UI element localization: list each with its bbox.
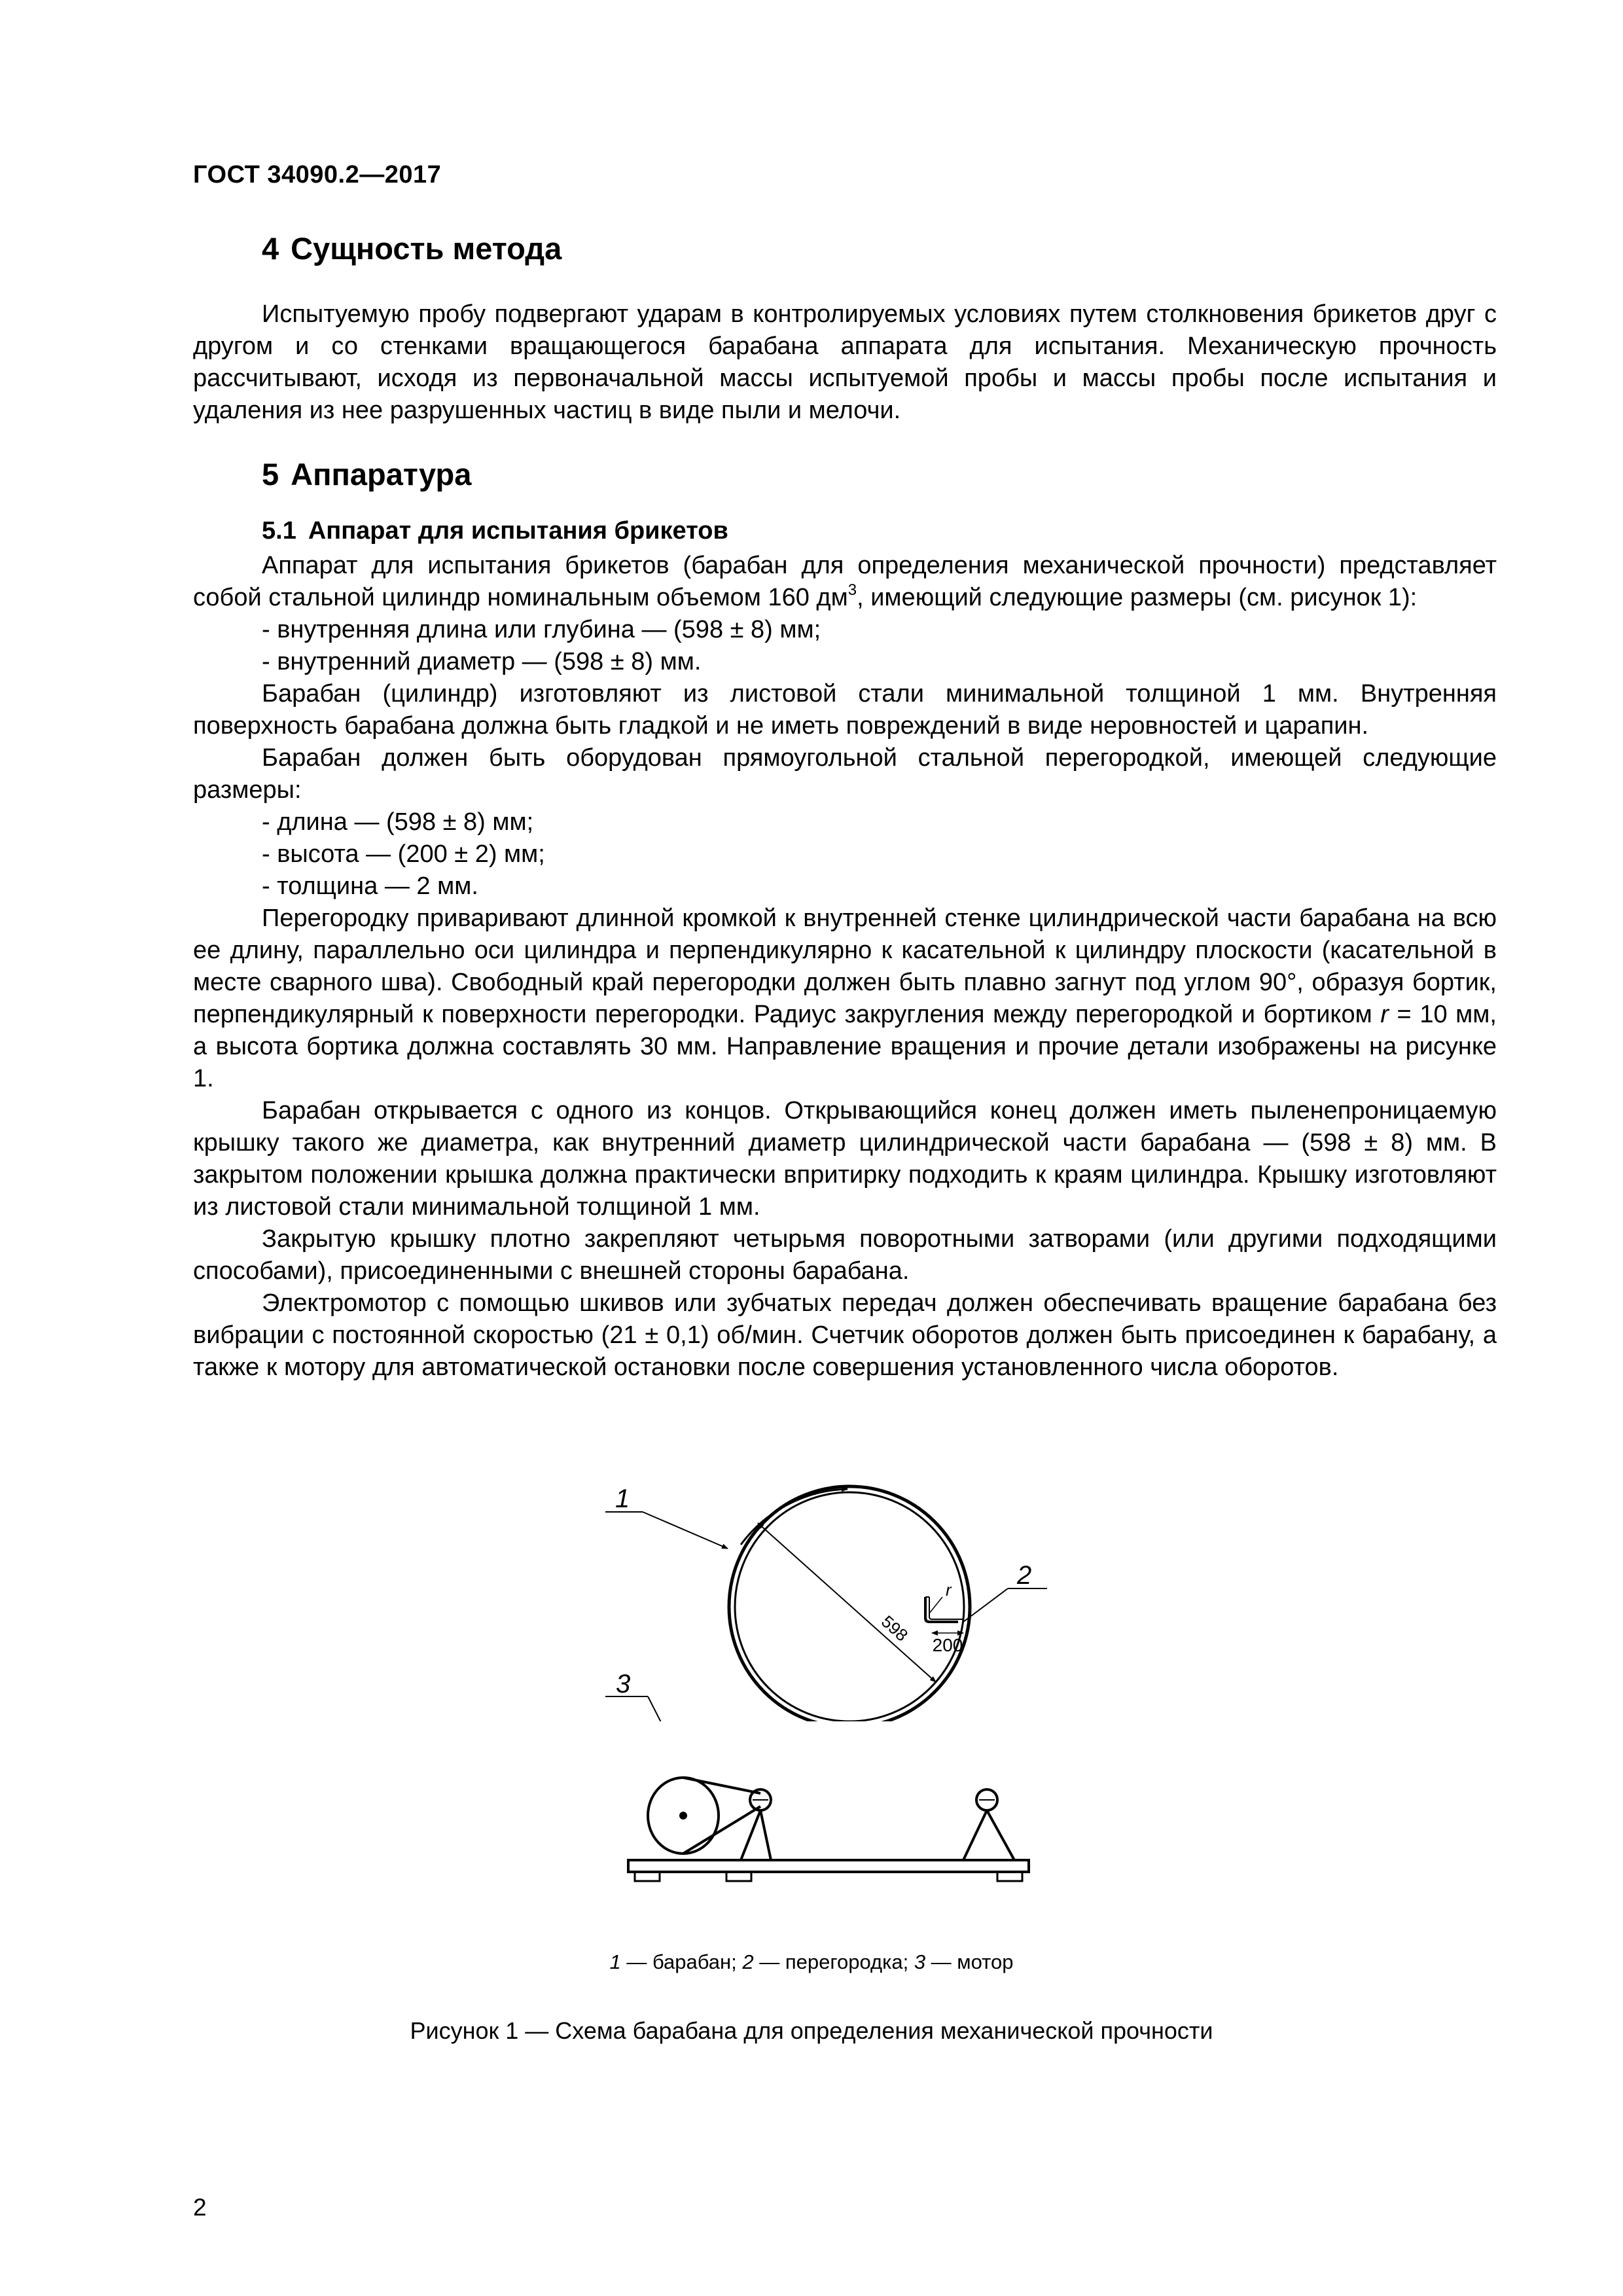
left-leg-inner <box>760 1810 771 1860</box>
base-foot-middle <box>726 1872 751 1881</box>
label-drum-leader <box>643 1512 728 1549</box>
cubic-superscript: 3 <box>847 581 857 600</box>
section-4-number: 4 <box>262 231 279 266</box>
label-partition: 2 <box>1017 1561 1032 1590</box>
figure-legend <box>0 1950 1623 1974</box>
radius-symbol: r <box>1380 1001 1389 1028</box>
paragraph-apparatus-text-a: Аппарат для испытания брикетов (барабан для определения механической прочности) представляет собой стальной цилиндр номинальным объемом 160 дм <box>193 552 1497 611</box>
legend-text-2: — перегородка; <box>753 1950 914 1973</box>
paragraph-welding-text-b: = 10 мм, а высота бортика должна составлять 30 мм. Направление вращения и прочие детали изображены на рисунке 1. <box>193 1001 1497 1092</box>
list-item-partition-height: - высота — (200 ± 2) мм; <box>262 840 545 868</box>
label-motor-leader <box>648 1696 681 1721</box>
list-item-length: - внутренняя длина или глубина — (598 ± 8) мм; <box>262 616 821 643</box>
subsection-5-1-title: Аппарат для испытания брикетов <box>308 517 728 545</box>
list-item-diameter: - внутренний диаметр — (598 ± 8) мм. <box>262 648 702 675</box>
paragraph-apparatus <box>193 550 1497 614</box>
list-item-partition-thickness: - толщина — 2 мм. <box>262 872 478 900</box>
paragraph-welding <box>193 903 1497 1095</box>
list-item-partition-length: - длина — (598 ± 8) мм; <box>262 808 534 836</box>
base-frame <box>628 1860 1029 1872</box>
base-foot-left <box>635 1872 660 1881</box>
section-4-paragraph: Испытуемую пробу подвергают ударам в контролируемых условиях путем столкновения брикетов друг с другом и со стенками вращающегося барабана аппарата для испытания. Механическую прочность рассчитывают, исходя из первоначальной массы испытуемой пробы и массы пробы после испытания и удаления из нее разрушенных частиц в виде пыли и мелочи. <box>193 300 1497 424</box>
rotation-arrow <box>741 1489 847 1545</box>
legend-number-3: 3 <box>914 1950 926 1973</box>
paragraph-lid: Барабан открывается с одного из концов. Открывающийся конец должен иметь пыленепроницаемую крышку такого же диаметра, как внутренний диаметр цилиндрической части барабана — (598 ± 8) мм. В закрытом положении крышка должна практически впритирку подходить к краям цилиндра. Крышку изготовляют из листовой стали минимальной толщиной 1 мм. <box>193 1097 1497 1221</box>
radius-label: r <box>946 1580 952 1600</box>
document-header: ГОСТ 34090.2—2017 <box>193 161 442 188</box>
section-4-title: Сущность метода <box>291 231 562 266</box>
paragraph-apparatus-text-b: , имеющий следующие размеры (см. рисунок 1): <box>857 584 1418 611</box>
right-leg-outer <box>987 1810 1014 1860</box>
drum-diagram <box>589 1460 1060 1721</box>
paragraph-partition: Барабан должен быть оборудован прямоугольной стальной перегородкой, имеющей следующие размеры: <box>193 744 1497 804</box>
diameter-value: 598 <box>877 1611 912 1645</box>
base-foot-right <box>997 1872 1022 1881</box>
section-5-title: Аппаратура <box>291 457 472 492</box>
section-5-body <box>193 550 1497 1384</box>
paragraph-welding-text-a: Перегородку приваривают длинной кромкой к внутренней стенке цилиндрической части барабана на всю ее длину, параллельно оси цилиндра и перпендикулярно к касательной к цилиндру плоскости (касательной в месте сварного шва). Свободный край перегородки должен быть плавно загнут под углом 90°, образуя бортик, перпендикулярный к поверхности перегородки. Радиус закругления между перегородкой и бортиком <box>193 905 1497 1028</box>
drive-belt-top <box>683 1778 760 1793</box>
partition-baffle-inner <box>929 1597 963 1619</box>
section-5-heading <box>262 456 471 492</box>
legend-text-1: — барабан; <box>620 1950 743 1973</box>
legend-number-2: 2 <box>742 1950 754 1973</box>
drive-belt-bottom <box>683 1806 760 1854</box>
paragraph-lid-fastening: Закрытую крышку плотно закрепляют четырьмя поворотными затворами (или другими подходящими способами), присоединенными с внешней стороны барабана. <box>193 1225 1497 1285</box>
figure-caption: Рисунок 1 — Схема барабана для определения механической прочности <box>410 2017 1213 2044</box>
paragraph-drum-material: Барабан (цилиндр) изготовляют из листовой стали минимальной толщиной 1 мм. Внутренняя поверхность барабана должна быть гладкой и не иметь повреждений в виде неровностей и царапин. <box>193 680 1497 740</box>
radius-leader <box>929 1597 942 1613</box>
paragraph-motor: Электромотор с помощью шкивов или зубчатых передач должен обеспечивать вращение барабана без вибрации с постоянной скоростью (21 ± 0,1) об/мин. Счетчик оборотов должен быть присоединен к барабану, а также к мотору для автоматической остановки после совершения установленного числа оборотов. <box>193 1289 1497 1381</box>
section-5-number: 5 <box>262 457 279 492</box>
legend-text-3: — мотор <box>925 1950 1014 1973</box>
partition-dimension-value: 200 <box>932 1635 963 1655</box>
section-4-body <box>193 298 1497 427</box>
drum-stand-diagram <box>589 1721 1060 1918</box>
subsection-5-1-heading <box>262 517 728 545</box>
drum-outer-circle <box>729 1486 970 1721</box>
label-drum: 1 <box>615 1484 630 1513</box>
motor-shaft <box>679 1812 687 1820</box>
diameter-dimension-line <box>758 1523 936 1682</box>
subsection-5-1-number: 5.1 <box>262 517 296 545</box>
page-number: 2 <box>193 2194 207 2221</box>
right-leg-inner <box>963 1810 987 1860</box>
legend-number-1: 1 <box>609 1950 621 1973</box>
label-motor: 3 <box>616 1670 631 1698</box>
section-4-heading <box>262 230 562 266</box>
